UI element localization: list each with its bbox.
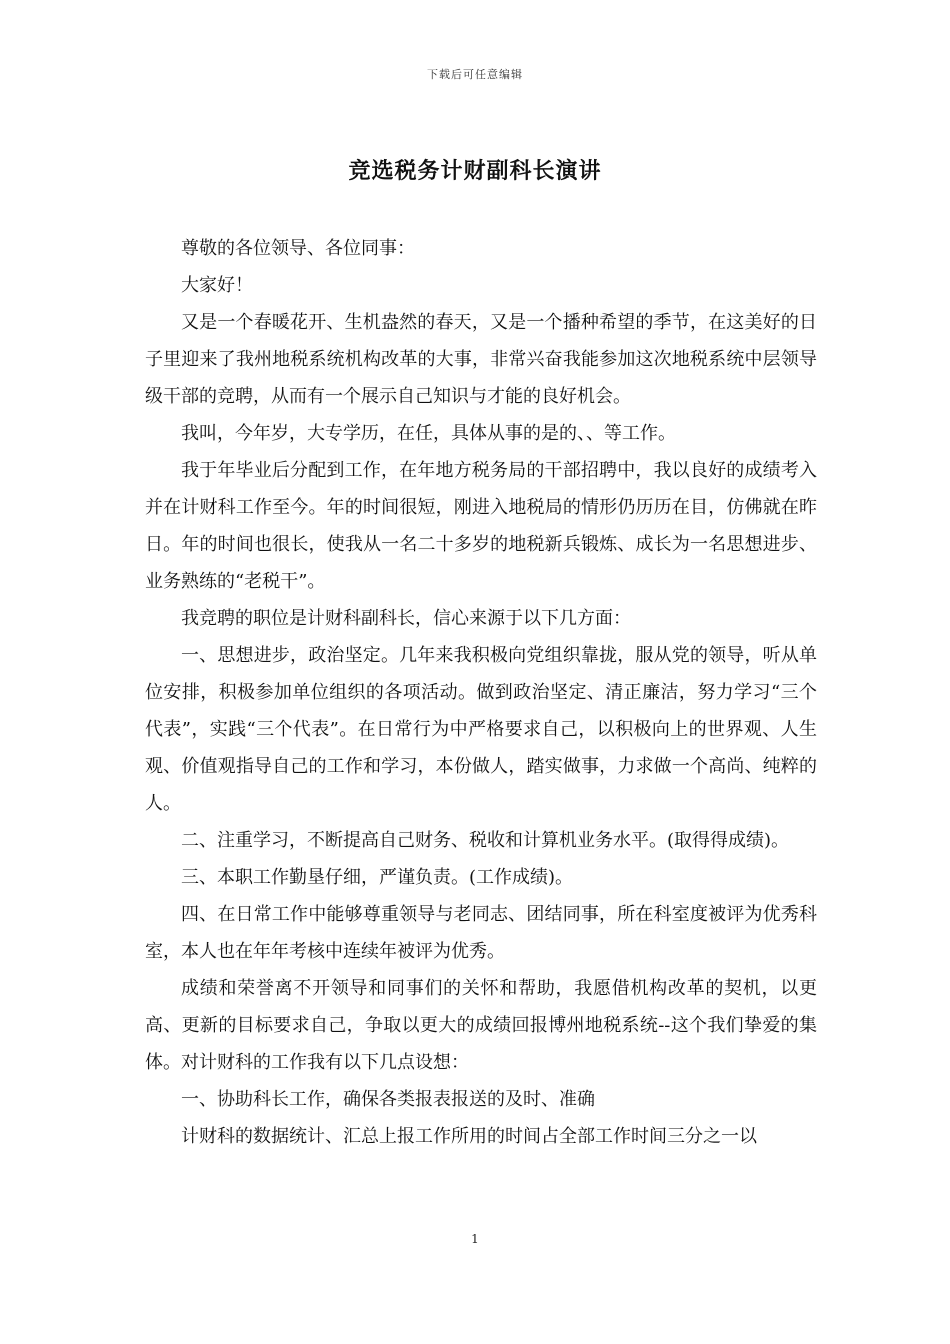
page-number: 1 xyxy=(471,1232,479,1246)
paragraph: 四、在日常工作中能够尊重领导与老同志、团结同事，所在科室度被评为优秀科室，本人也在年年考核中连续年被评为优秀。 xyxy=(145,904,817,962)
paragraph: 二、注重学习，不断提高自己财务、税收和计算机业务水平。(取得得成绩)。 xyxy=(181,830,790,851)
paragraph: 一、思想进步，政治坚定。几年来我积极向党组织靠拢，服从党的领导，听从单位安排，积极参加单位组织的各项活动。做到政治坚定、清正廉洁，努力学习“三个代表”，实践“三个代表”。在日常行为中严格要求自己，以积极向上的世界观、人生观、价值观指导自己的工作和学习，本份做人，踏实做事，力求做一个高尚、纯粹的人。 xyxy=(145,645,817,814)
page-header-note: 下载后可任意编辑 xyxy=(427,68,523,81)
paragraph: 一、协助科长工作，确保各类报表报送的及时、准确 xyxy=(181,1089,595,1110)
paragraph: 我竞聘的职位是计财科副科长，信心来源于以下几方面： xyxy=(181,608,631,629)
paragraph: 我于年毕业后分配到工作，在年地方税务局的干部招聘中，我以良好的成绩考入并在计财科工作至今。年的时间很短，刚进入地税局的情形仍历历在目，仿佛就在昨日。年的时间也很长，使我从一名二十多岁的地税新兵锻炼、成长为一名思想进步、业务熟练的“老税干”。 xyxy=(145,460,817,592)
paragraph: 计财科的数据统计、汇总上报工作所用的时间占全部工作时间三分之一以 xyxy=(181,1126,757,1147)
document-title: 竞选税务计财副科长演讲 xyxy=(348,158,602,184)
paragraph: 三、本职工作勤垦仔细，严谨负责。(工作成绩)。 xyxy=(181,867,574,888)
paragraph: 我叫，今年岁，大专学历，在任，具体从事的是的、、等工作。 xyxy=(181,423,676,444)
document-body xyxy=(145,230,817,1155)
paragraph-greeting: 大家好！ xyxy=(181,275,253,296)
paragraph: 成绩和荣誉离不开领导和同事们的关怀和帮助，我愿借机构改革的契机，以更高、更新的目标要求自己，争取以更大的成绩回报博州地税系统--这个我们挚爱的集体。对计财科的工作我有以下几点设想： xyxy=(145,978,817,1073)
paragraph-salutation: 尊敬的各位领导、各位同事： xyxy=(181,238,415,259)
paragraph: 又是一个春暖花开、生机盎然的春天，又是一个播种希望的季节，在这美好的日子里迎来了我州地税系统机构改革的大事，非常兴奋我能参加这次地税系统中层领导级干部的竞聘，从而有一个展示自己知识与才能的良好机会。 xyxy=(145,312,817,407)
